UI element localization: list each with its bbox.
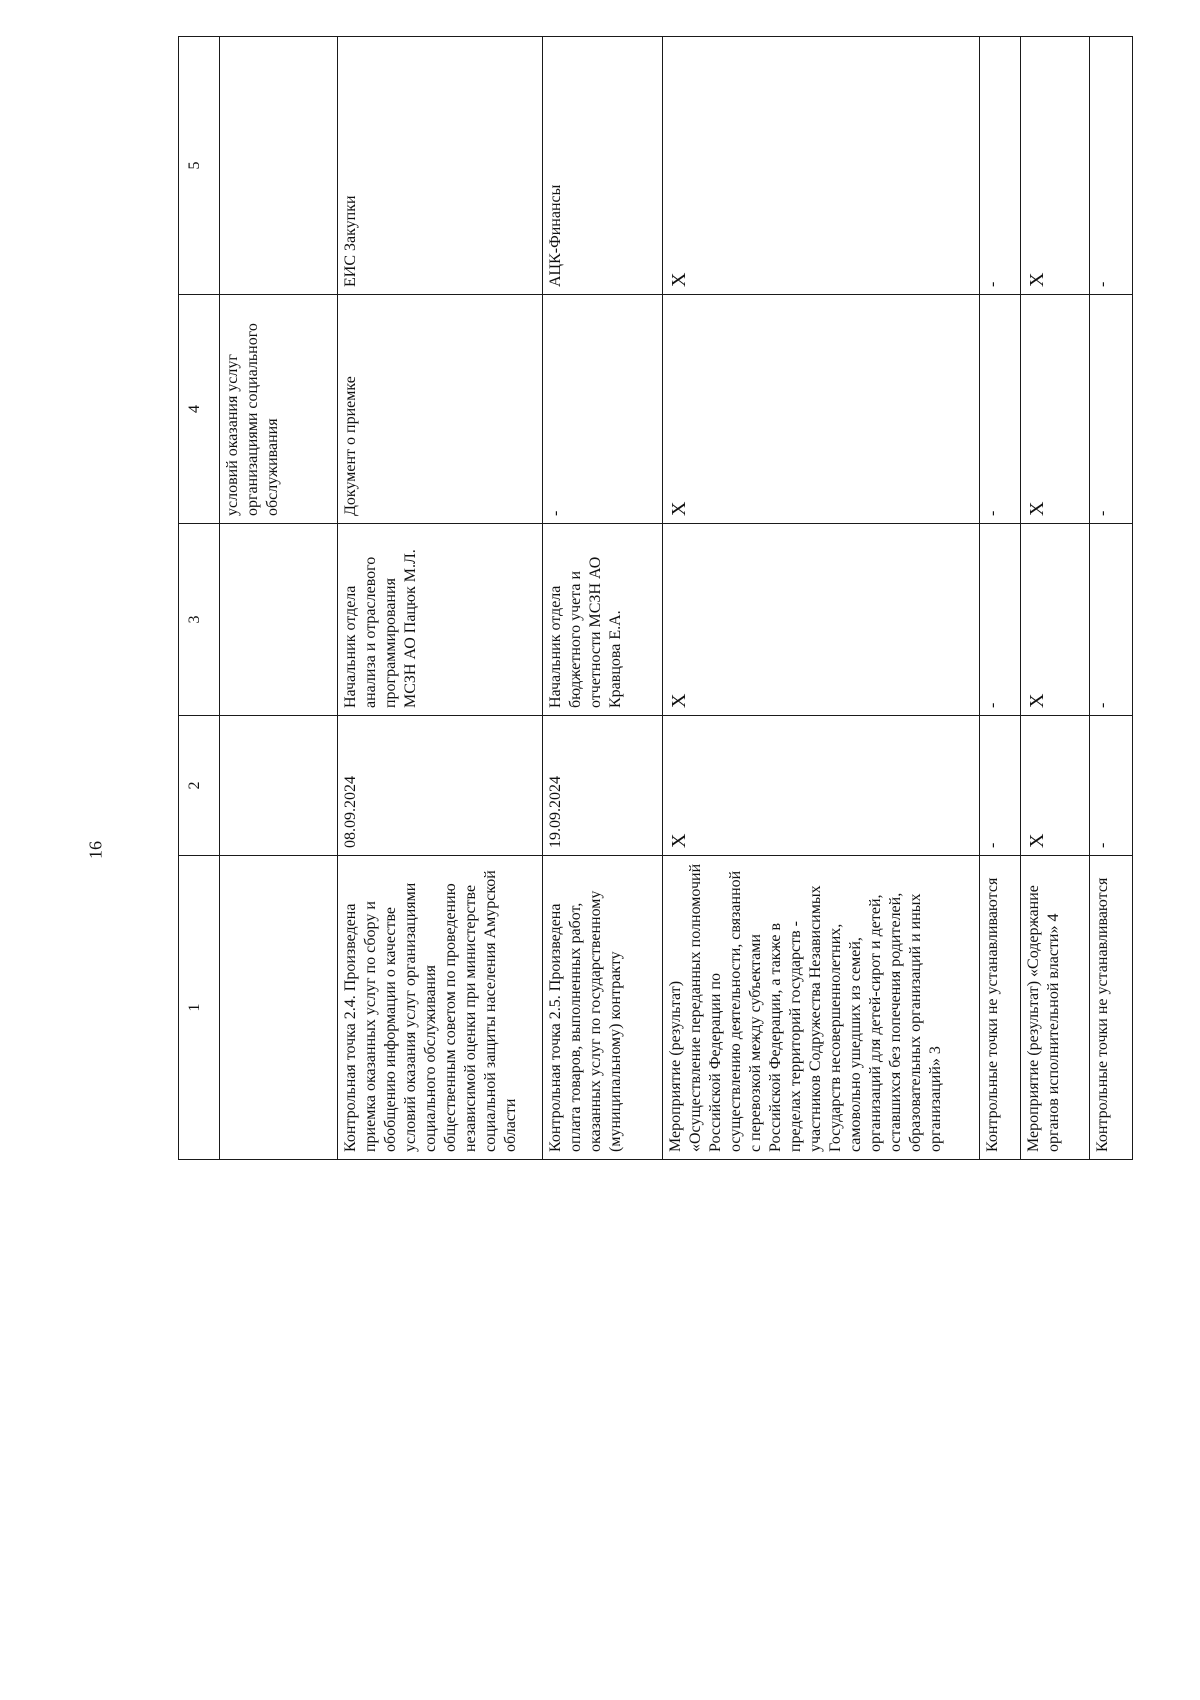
table-row [1021, 37, 1090, 1160]
row-document: - [542, 295, 662, 524]
row-description: Контрольная точка 2.5. Произведена оплата товаров, выполненных работ, оказанных услуг по государственному (муниципальному) контракту [542, 856, 662, 1160]
continuation-cell-3 [219, 524, 337, 716]
row-document: - [980, 295, 1021, 524]
row-date: - [980, 716, 1021, 856]
row-responsible-mark: Х [667, 693, 690, 708]
continuation-cell-5 [219, 37, 337, 295]
row-description: Мероприятие (результат) «Содержание органов исполнительной власти» 4 [1021, 856, 1090, 1160]
header-col-3: 3 [179, 524, 220, 716]
row-document-mark: Х [667, 501, 690, 516]
row-document-mark: Х [1026, 501, 1049, 516]
rotated-table-container [178, 37, 1133, 1160]
row-document: - [1089, 295, 1132, 524]
row-description: Контрольная точка 2.4. Произведена приемка оказанных услуг по сбору и обобщению информации о качестве условий оказания услуг организациями социального обслуживания общественным советом по проведению независимой оценки при министерстве социальной защиты населения Амурской области [338, 856, 542, 1160]
row-description: Мероприятие (результат) «Осуществление переданных полномочий Российской Федерации по осуществлению деятельности, связанной с перевозкой между субъектами Российской Федерации, а также в пределах территорий государств - участников Содружества Независимых Государств несовершеннолетних, самовольно ушедших из семей, организаций для детей-сирот и детей, оставшихся без попечения родителей, образовательных организаций и иных организаций» 3 [662, 856, 979, 1160]
header-col-1: 1 [179, 856, 220, 1160]
row-date-mark: Х [667, 833, 690, 848]
row-document [662, 295, 979, 524]
header-number-row [179, 37, 220, 1160]
continuation-cell-2 [219, 716, 337, 856]
row-system: - [1089, 37, 1132, 295]
header-col-2: 2 [179, 716, 220, 856]
row-date: 19.09.2024 [542, 716, 662, 856]
row-date: - [1089, 716, 1132, 856]
continuation-cell-1 [219, 856, 337, 1160]
row-system: ЕИС Закупки [338, 37, 542, 295]
row-description: Контрольные точки не устанавливаются [1089, 856, 1132, 1160]
row-system [1021, 37, 1090, 295]
row-system [662, 37, 979, 295]
row-date: 08.09.2024 [338, 716, 542, 856]
table-row [1089, 37, 1132, 1160]
page-number: 16 [85, 841, 106, 859]
row-system-mark: Х [667, 272, 690, 287]
table-row [338, 37, 542, 1160]
continuation-row [219, 37, 337, 1160]
header-col-5: 5 [179, 37, 220, 295]
row-date-mark: Х [1026, 833, 1049, 848]
continuation-cell-4: условий оказания услуг организациями социального обслуживания [219, 295, 337, 524]
row-system-mark: Х [1026, 272, 1049, 287]
row-responsible-mark: Х [1026, 693, 1049, 708]
row-date [1021, 716, 1090, 856]
row-description: Контрольные точки не устанавливаются [980, 856, 1021, 1160]
header-col-4: 4 [179, 295, 220, 524]
row-document: Документ о приемке [338, 295, 542, 524]
row-document [1021, 295, 1090, 524]
table-row [980, 37, 1021, 1160]
row-responsible: - [980, 524, 1021, 716]
row-responsible: Начальник отдела анализа и отраслевого программирования МСЗН АО Пацюк М.Л. [338, 524, 542, 716]
row-responsible [662, 524, 979, 716]
table-row [542, 37, 662, 1160]
row-responsible: Начальник отдела бюджетного учета и отчетности МСЗН АО Кравцова Е.А. [542, 524, 662, 716]
row-responsible [1021, 524, 1090, 716]
row-date [662, 716, 979, 856]
row-system: - [980, 37, 1021, 295]
table-row [662, 37, 979, 1160]
control-points-table [178, 36, 1133, 1160]
row-responsible: - [1089, 524, 1132, 716]
row-system: АЦК-Финансы [542, 37, 662, 295]
